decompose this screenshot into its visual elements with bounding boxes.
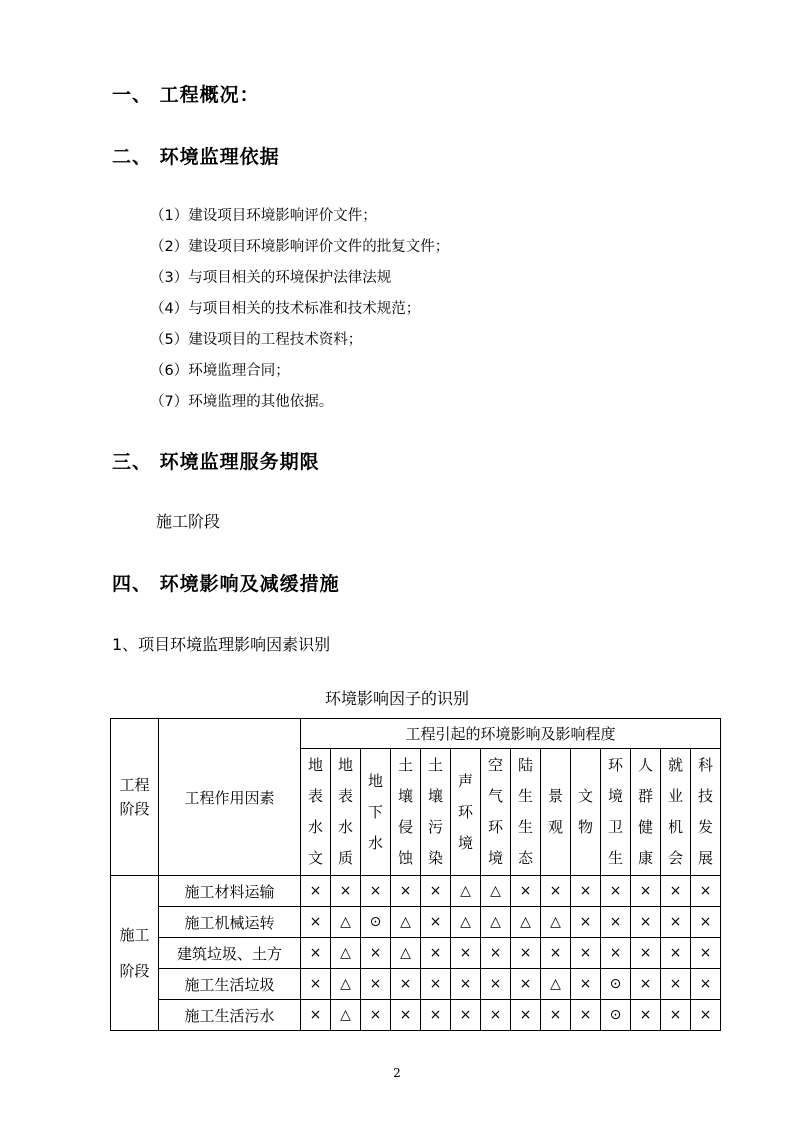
- impact-mark-cell: ×: [421, 938, 451, 969]
- impact-identification-table: [110, 718, 721, 1031]
- impact-mark-cell: ×: [661, 938, 691, 969]
- impact-mark-cell: △: [331, 1000, 361, 1031]
- impact-mark-cell: △: [541, 907, 571, 938]
- impact-mark-cell: ×: [421, 907, 451, 938]
- impact-mark-cell: ×: [661, 876, 691, 907]
- impact-mark-cell: ×: [631, 969, 661, 1000]
- table-row: [111, 938, 721, 969]
- impact-column-header: 土 壤 侵 蚀: [391, 749, 421, 876]
- factor-cell: 施工机械运转: [159, 907, 301, 938]
- impact-mark-cell: ×: [481, 1000, 511, 1031]
- impact-column-header: 景 观: [541, 749, 571, 876]
- impact-group-header: 工程引起的环境影响及影响程度: [301, 719, 721, 749]
- impact-column-header: 陆 生 生 态: [511, 749, 541, 876]
- basis-item: （2）建设项目环境影响评价文件的批复文件；: [150, 239, 450, 255]
- impact-mark-cell: ×: [691, 938, 721, 969]
- basis-item: （6）环境监理合同；: [150, 363, 290, 379]
- impact-mark-cell: ×: [451, 938, 481, 969]
- impact-mark-cell: ×: [601, 907, 631, 938]
- impact-mark-cell: ×: [631, 1000, 661, 1031]
- impact-mark-cell: ×: [571, 969, 601, 1000]
- impact-mark-cell: ⊙: [361, 907, 391, 938]
- factor-cell: 施工材料运输: [159, 876, 301, 907]
- impact-mark-cell: ×: [511, 969, 541, 1000]
- impact-column-header: 地 下 水: [361, 749, 391, 876]
- impact-mark-cell: ×: [451, 1000, 481, 1031]
- impact-mark-cell: ×: [361, 969, 391, 1000]
- impact-mark-cell: ×: [601, 938, 631, 969]
- stage-label: 施工 阶段: [111, 876, 159, 1031]
- impact-mark-cell: ×: [541, 938, 571, 969]
- impact-mark-cell: ×: [571, 876, 601, 907]
- section-heading-basis: 二、 环境监理依据: [112, 146, 280, 168]
- basis-item: （1）建设项目环境影响评价文件；: [150, 208, 377, 224]
- impact-mark-cell: △: [481, 907, 511, 938]
- impact-mark-cell: ×: [391, 969, 421, 1000]
- impact-mark-cell: △: [511, 907, 541, 938]
- table-row: [111, 876, 721, 907]
- impact-mark-cell: ×: [571, 1000, 601, 1031]
- impact-mark-cell: ×: [361, 876, 391, 907]
- section-heading-service-period: 三、 环境监理服务期限: [112, 451, 320, 473]
- impact-mark-cell: △: [331, 938, 361, 969]
- impact-column-header: 地 表 水 文: [301, 749, 331, 876]
- impact-mark-cell: ×: [541, 876, 571, 907]
- table-row: [111, 1000, 721, 1031]
- impact-mark-cell: ×: [511, 876, 541, 907]
- impact-mark-cell: ×: [421, 1000, 451, 1031]
- table-row: [111, 907, 721, 938]
- impact-mark-cell: ×: [301, 969, 331, 1000]
- impact-mark-cell: ×: [631, 907, 661, 938]
- impact-mark-cell: ×: [481, 938, 511, 969]
- impact-mark-cell: ×: [391, 876, 421, 907]
- impact-mark-cell: ×: [481, 969, 511, 1000]
- basis-item: （7）环境监理的其他依据。: [150, 394, 334, 410]
- impact-mark-cell: ×: [301, 876, 331, 907]
- impact-mark-cell: ×: [301, 907, 331, 938]
- impact-mark-cell: ×: [571, 938, 601, 969]
- impact-column-header: 文 物: [571, 749, 601, 876]
- impact-mark-cell: △: [451, 876, 481, 907]
- impact-mark-cell: △: [331, 969, 361, 1000]
- stage-column-header: 工程 阶段: [111, 719, 159, 876]
- subsection-heading: 1、项目环境监理影响因素识别: [112, 635, 331, 654]
- impact-mark-cell: ×: [661, 1000, 691, 1031]
- impact-mark-cell: ×: [541, 1000, 571, 1031]
- impact-mark-cell: △: [391, 938, 421, 969]
- impact-mark-cell: ×: [301, 938, 331, 969]
- impact-column-header: 声 环 境: [451, 749, 481, 876]
- impact-column-header: 空 气 环 境: [481, 749, 511, 876]
- table-caption: 环境影响因子的识别: [324, 689, 469, 708]
- table-row: [111, 969, 721, 1000]
- impact-mark-cell: ×: [361, 1000, 391, 1031]
- service-period-text: 施工阶段: [156, 512, 221, 531]
- impact-column-header: 科 技 发 展: [691, 749, 721, 876]
- impact-column-header: 环 境 卫 生: [601, 749, 631, 876]
- impact-mark-cell: ×: [691, 876, 721, 907]
- impact-mark-cell: ×: [571, 907, 601, 938]
- impact-mark-cell: ×: [331, 876, 361, 907]
- impact-mark-cell: ×: [691, 907, 721, 938]
- impact-mark-cell: ×: [451, 969, 481, 1000]
- factor-cell: 施工生活垃圾: [159, 969, 301, 1000]
- section-heading-impact: 四、 环境影响及减缓措施: [112, 573, 340, 595]
- impact-column-header: 土 壤 污 染: [421, 749, 451, 876]
- impact-mark-cell: △: [331, 907, 361, 938]
- impact-mark-cell: ×: [421, 876, 451, 907]
- basis-item: （5）建设项目的工程技术资料；: [150, 332, 363, 348]
- impact-mark-cell: △: [451, 907, 481, 938]
- impact-mark-cell: ×: [511, 938, 541, 969]
- impact-mark-cell: ×: [391, 1000, 421, 1031]
- impact-column-header: 就 业 机 会: [661, 749, 691, 876]
- impact-mark-cell: ×: [691, 969, 721, 1000]
- factor-column-header: 工程作用因素: [159, 719, 301, 876]
- impact-mark-cell: ×: [361, 938, 391, 969]
- impact-mark-cell: △: [391, 907, 421, 938]
- impact-mark-cell: ×: [631, 938, 661, 969]
- impact-column-header: 人 群 健 康: [631, 749, 661, 876]
- impact-mark-cell: ⊙: [601, 1000, 631, 1031]
- basis-item: （3）与项目相关的环境保护法律法规: [150, 270, 392, 286]
- impact-mark-cell: ×: [691, 1000, 721, 1031]
- impact-mark-cell: ×: [601, 876, 631, 907]
- basis-item: （4）与项目相关的技术标准和技术规范；: [150, 301, 421, 317]
- impact-column-header: 地 表 水 质: [331, 749, 361, 876]
- impact-mark-cell: ⊙: [601, 969, 631, 1000]
- impact-mark-cell: ×: [661, 969, 691, 1000]
- impact-mark-cell: △: [481, 876, 511, 907]
- impact-mark-cell: △: [541, 969, 571, 1000]
- factor-cell: 建筑垃圾、土方: [159, 938, 301, 969]
- section-heading-overview: 一、 工程概况：: [112, 84, 260, 106]
- impact-mark-cell: ×: [421, 969, 451, 1000]
- impact-mark-cell: ×: [511, 1000, 541, 1031]
- factor-cell: 施工生活污水: [159, 1000, 301, 1031]
- impact-mark-cell: ×: [631, 876, 661, 907]
- page-number: 2: [393, 1066, 401, 1080]
- impact-mark-cell: ×: [301, 1000, 331, 1031]
- impact-mark-cell: ×: [661, 907, 691, 938]
